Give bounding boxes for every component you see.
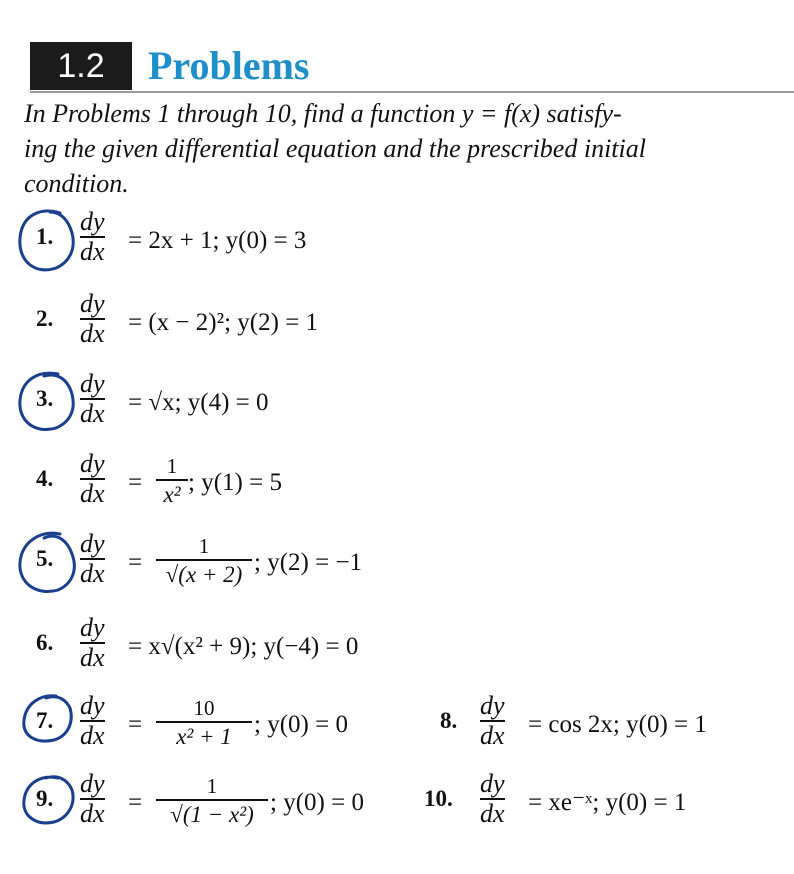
pen-circle-problem-3 <box>20 373 73 429</box>
fraction-numerator: dy <box>80 449 105 478</box>
initial-condition: ; y(0) = 0 <box>270 789 364 816</box>
fraction-numerator: dy <box>80 207 105 236</box>
problem-number: 6. <box>36 630 54 655</box>
problem-equation: = x√(x² + 9); y(−4) = 0 <box>128 633 359 660</box>
pen-circle-problem-1 <box>20 211 73 270</box>
rhs-denominator: x² <box>163 481 181 507</box>
problem-number: 10. <box>424 786 453 811</box>
fraction-numerator: dy <box>80 289 105 318</box>
rhs-numerator: 1 <box>198 534 210 558</box>
fraction-numerator: dy <box>80 369 105 398</box>
fraction-denominator: dx <box>80 720 105 750</box>
problem-equation: = cos 2x; y(0) = 1 <box>528 711 707 738</box>
problem-number: 2. <box>36 306 54 331</box>
fraction-denominator: dx <box>80 318 105 348</box>
fraction-denominator: dx <box>80 558 105 588</box>
initial-condition: ; y(0) = 0 <box>254 711 348 738</box>
problem-equation: = xe⁻ˣ; y(0) = 1 <box>528 789 687 816</box>
fraction-numerator: dy <box>80 613 105 642</box>
equals-sign: = <box>128 711 143 738</box>
equals-sign: = <box>128 469 143 496</box>
problem-number: 7. <box>36 708 54 733</box>
equals-sign: = <box>128 789 143 816</box>
fraction-numerator: dy <box>480 769 505 798</box>
equals-sign: = <box>128 549 143 576</box>
problem-number: 3. <box>36 386 54 411</box>
fraction-numerator: dy <box>80 691 105 720</box>
rhs-denominator: √(1 − x²) <box>170 801 254 827</box>
fraction-denominator: dx <box>80 798 105 828</box>
problem-number: 5. <box>36 546 54 571</box>
pen-circle-problem-9 <box>24 777 73 823</box>
fraction-numerator: dy <box>80 529 105 558</box>
problem-number: 8. <box>440 708 458 733</box>
fraction-numerator: dy <box>480 691 505 720</box>
fraction-numerator: dy <box>80 769 105 798</box>
instructions-line-3: condition. <box>24 169 129 198</box>
rhs-numerator: 1 <box>166 454 178 478</box>
problem-equation: = √x; y(4) = 0 <box>128 389 269 416</box>
rhs-numerator: 1 <box>206 774 218 798</box>
fraction-denominator: dx <box>80 478 105 508</box>
rhs-numerator: 10 <box>193 696 215 720</box>
section-title: Problems <box>148 43 310 88</box>
fraction-denominator: dx <box>80 398 105 428</box>
problem-number: 1. <box>36 224 54 249</box>
instructions-line-1: In Problems 1 through 10, find a function y = f(x) satisfy- <box>24 99 622 128</box>
rhs-denominator: √(x + 2) <box>165 561 243 587</box>
rhs-denominator: x² + 1 <box>176 723 232 749</box>
problem-equation: = (x − 2)²; y(2) = 1 <box>128 309 319 336</box>
problem-number: 9. <box>36 786 54 811</box>
fraction-denominator: dx <box>80 236 105 266</box>
pen-circle-problem-5 <box>20 533 74 591</box>
problem-equation: = 2x + 1; y(0) = 3 <box>128 227 307 254</box>
initial-condition: ; y(1) = 5 <box>188 469 282 496</box>
pen-circle-problem-7 <box>24 696 71 741</box>
fraction-denominator: dx <box>480 798 505 828</box>
instructions-line-2: ing the given differential equation and the prescribed initial <box>24 134 646 163</box>
fraction-denominator: dx <box>480 720 505 750</box>
problem-number: 4. <box>36 466 54 491</box>
fraction-denominator: dx <box>80 642 105 672</box>
section-number: 1.2 <box>30 42 132 90</box>
initial-condition: ; y(2) = −1 <box>254 549 363 576</box>
